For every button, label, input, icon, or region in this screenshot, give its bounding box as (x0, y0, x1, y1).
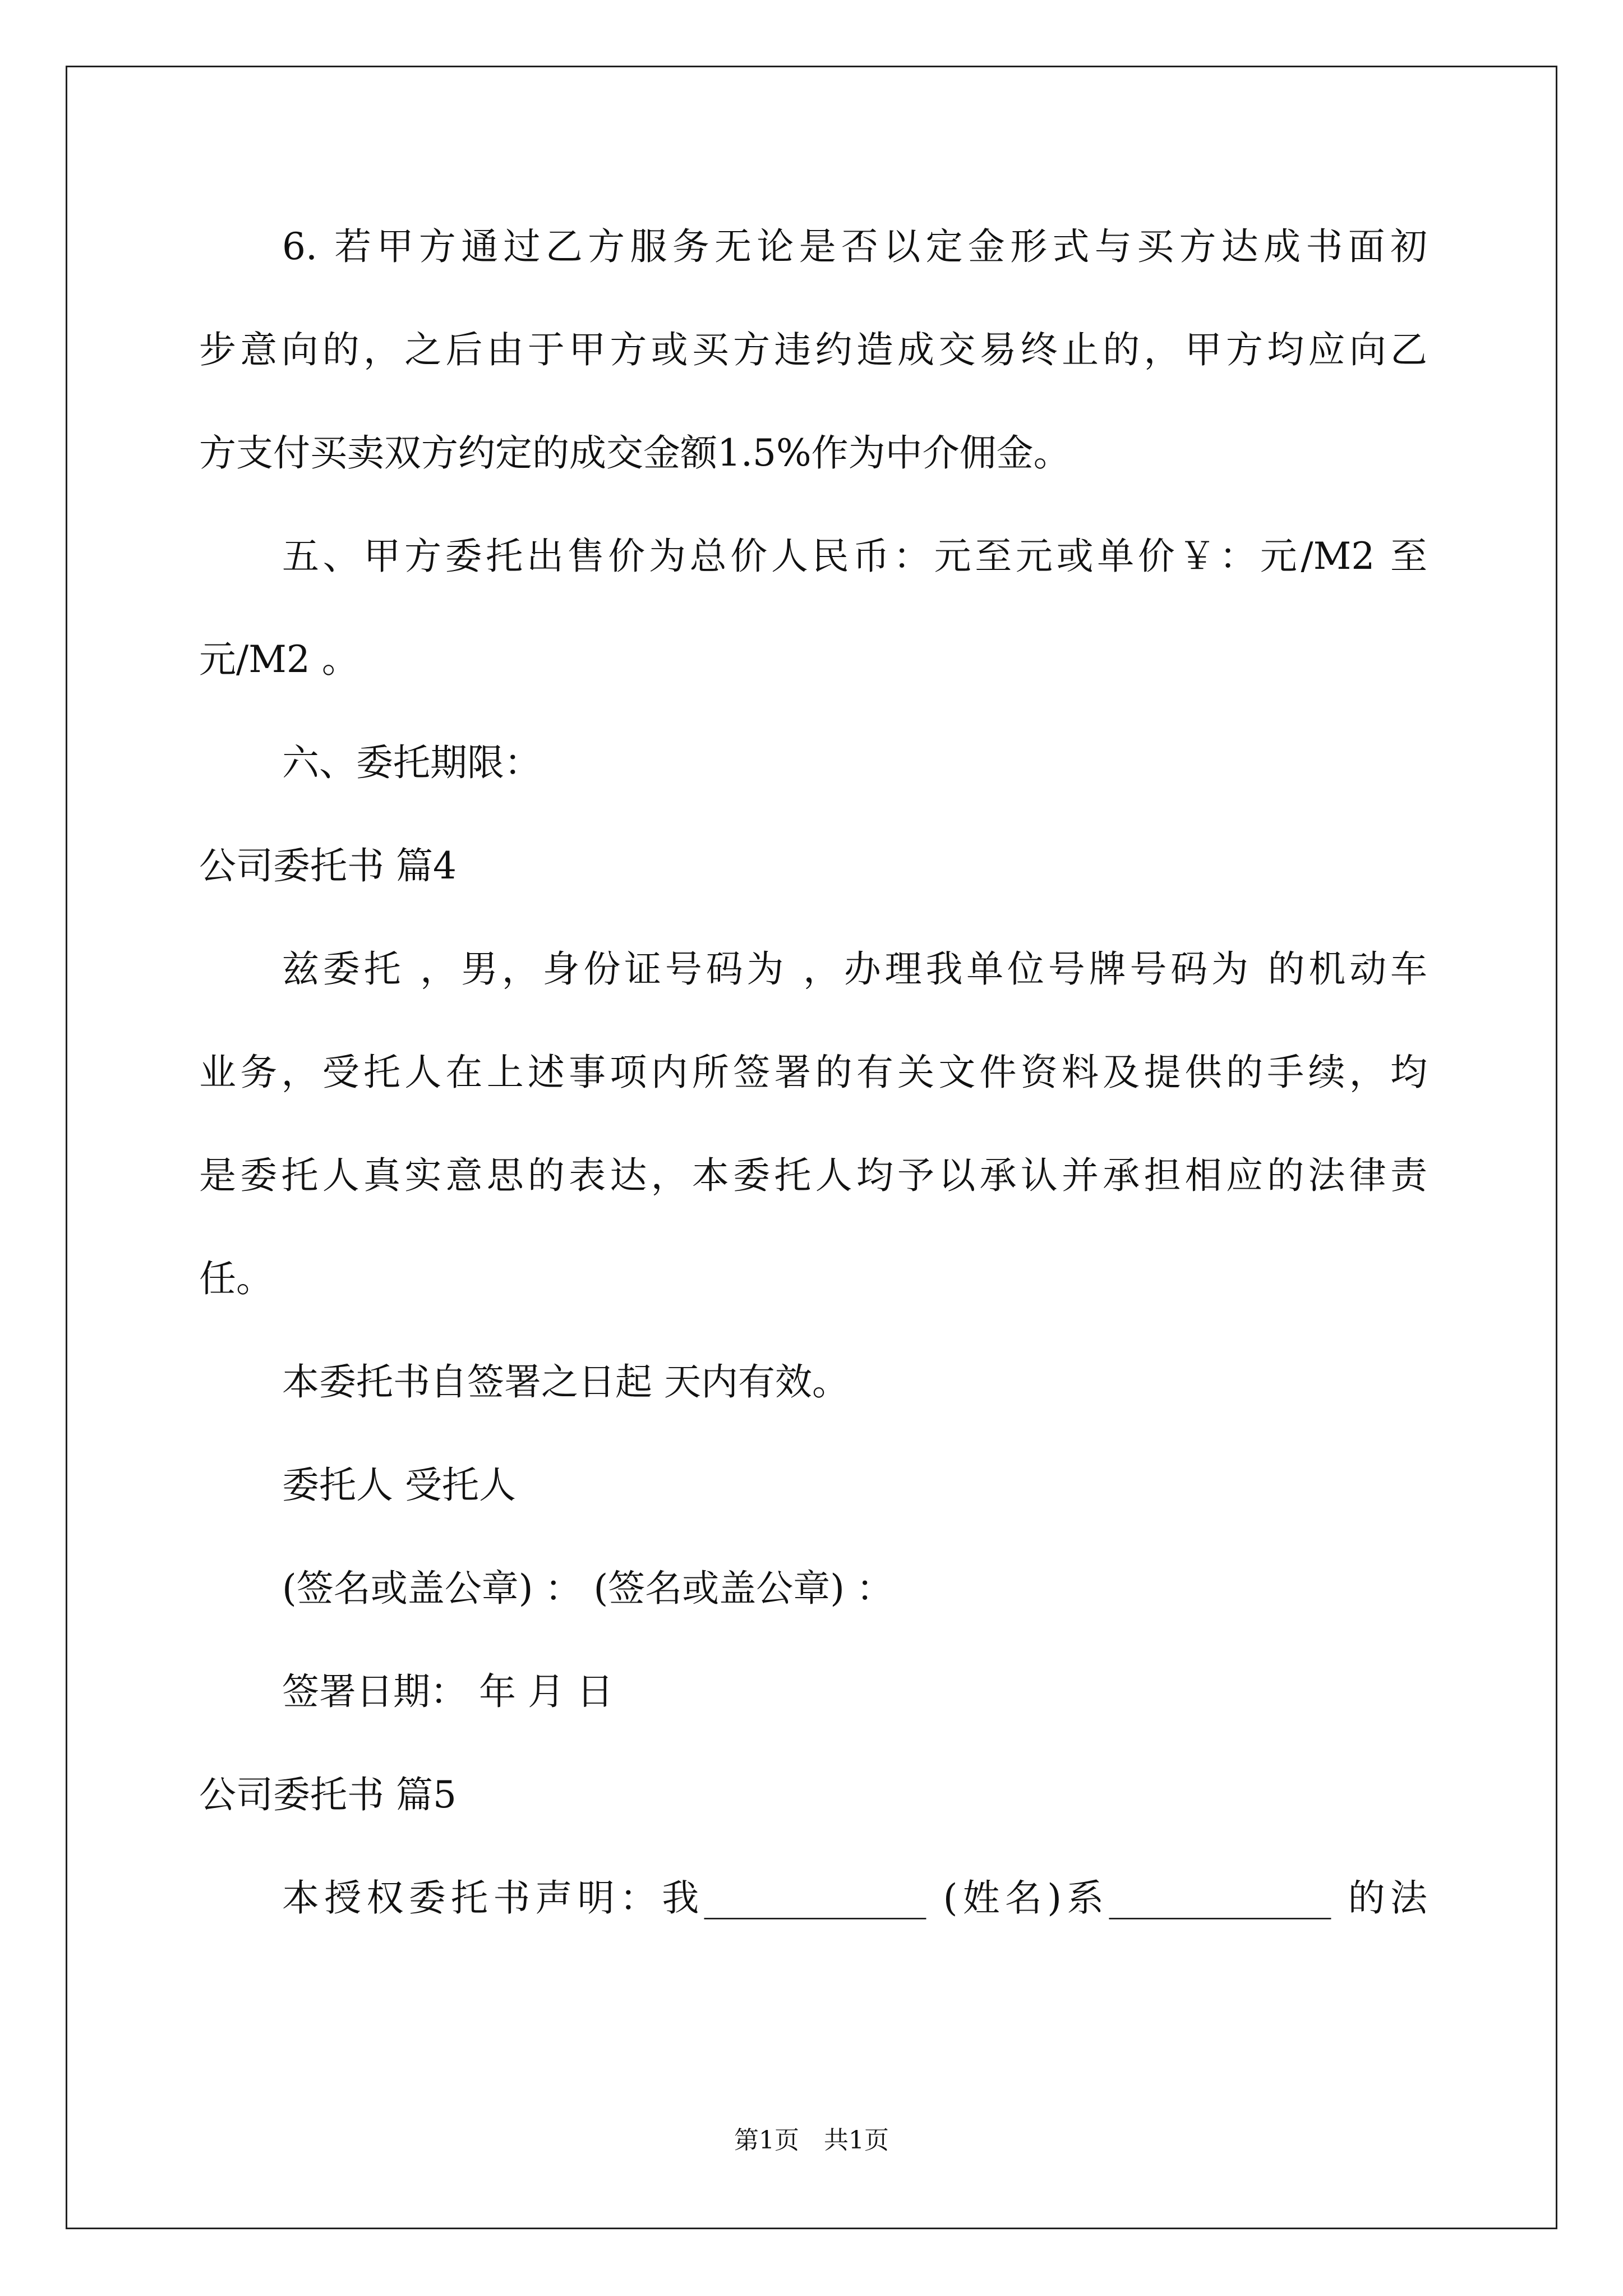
paragraph-line: 是委托人真实意思的表达，本委托人均予以承认并承担相应的法律责 (199, 1154, 1427, 1197)
paragraph-line: 兹委托 ，男，身份证号码为 ，办理我单位号牌号码为 的机动车 (282, 947, 1427, 991)
signature-fields: (签名或盖公章) ： (签名或盖公章) ： (282, 1567, 893, 1610)
signing-date: 签署日期： 年 月 日 (282, 1670, 614, 1713)
paragraph-line: 6. 若甲方通过乙方服务无论是否以定金形式与买方达成书面初 (282, 225, 1427, 268)
page-number-footer: 第1页 共1页 (734, 2126, 889, 2155)
paragraph-line: 本授权委托书声明：我____________ (姓名)系____________ 的法 (282, 1876, 1427, 1920)
section-heading: 公司委托书 篇4 (199, 844, 457, 887)
paragraph-line: 本委托书自签署之日起 天内有效。 (282, 1360, 849, 1404)
section-heading: 公司委托书 篇5 (199, 1773, 457, 1816)
paragraph-line: 业务，受托人在上述事项内所签署的有关文件资料及提供的手续，均 (199, 1051, 1427, 1094)
paragraph-line: 元/M2 。 (199, 638, 359, 681)
paragraph-line: 步意向的，之后由于甲方或买方违约造成交易终止的，甲方均应向乙 (199, 328, 1427, 371)
paragraph-line: 六、委托期限： (282, 741, 541, 784)
paragraph-line: 五、甲方委托出售价为总价人民币：元至元或单价￥：元/M2 至 (282, 535, 1427, 578)
paragraph-line: 任。 (199, 1257, 273, 1300)
signature-labels: 委托人 受托人 (282, 1464, 516, 1507)
paragraph-line: 方支付买卖双方约定的成交金额1.5%作为中介佣金。 (199, 431, 1071, 475)
